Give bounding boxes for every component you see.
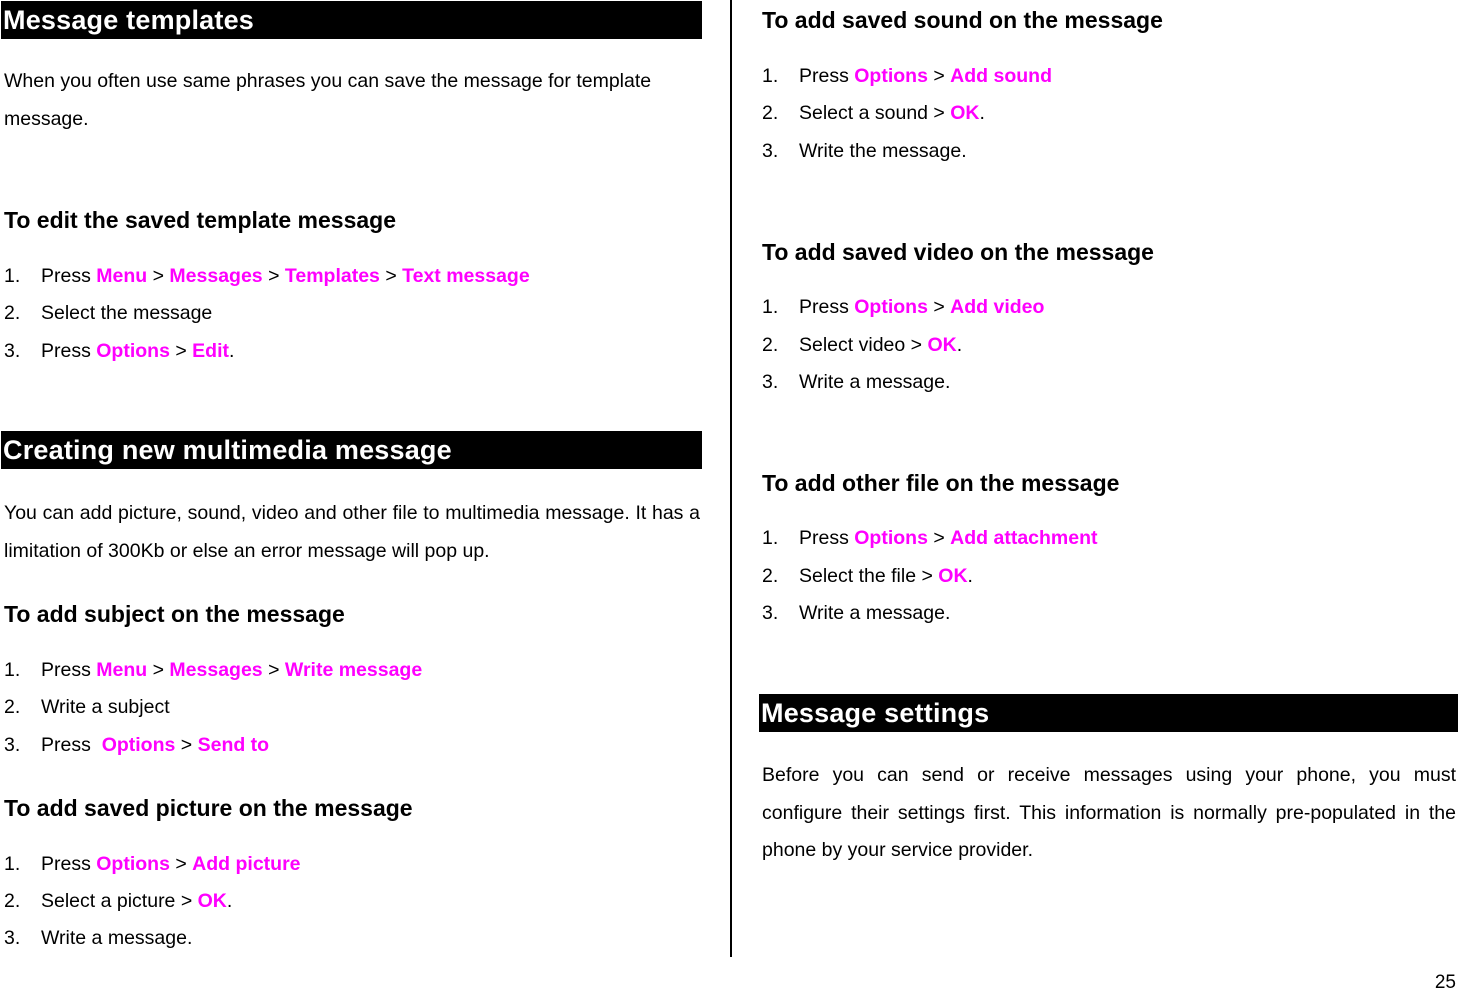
page-number: 25 bbox=[1434, 972, 1456, 993]
keyword: Text message bbox=[402, 265, 530, 287]
list-item: 2. Select a sound > OK. bbox=[762, 102, 985, 124]
settings-paragraph: Before you can send or receive messages using your phone, you must configure their settings first. This information is normally pre-populated in the phone by your service provider. bbox=[762, 764, 1456, 861]
keyword: Send to bbox=[197, 734, 270, 756]
subheading: To add other file on the message bbox=[762, 470, 1120, 496]
list-item: 1. Press Menu > Messages > Templates > Text message bbox=[4, 265, 530, 287]
subheading: To add saved picture on the message bbox=[4, 795, 413, 821]
section-title: Message templates bbox=[3, 5, 255, 35]
list-item: 1. Press Menu > Messages > Write message bbox=[4, 659, 423, 681]
subheading: To edit the saved template message bbox=[4, 207, 396, 233]
intro-paragraph: You can add picture, sound, video and other file to multimedia message. It has a limitation of 300Kb or else an error message will pop up. bbox=[4, 502, 700, 562]
keyword: Messages bbox=[169, 265, 263, 287]
list-item: 2. Write a subject bbox=[4, 696, 170, 718]
keyword: Add sound bbox=[950, 65, 1052, 87]
keyword: Options bbox=[96, 340, 170, 362]
keyword: Menu bbox=[96, 265, 148, 287]
keyword: Options bbox=[96, 853, 170, 875]
list-item: 3. Write the message. bbox=[762, 140, 967, 162]
section-title: Message settings bbox=[761, 698, 990, 728]
keyword: Write message bbox=[284, 659, 423, 681]
keyword: Messages bbox=[169, 659, 263, 681]
subheading: To add subject on the message bbox=[4, 601, 345, 627]
list-item: 1. Press Options > Add attachment bbox=[762, 527, 1098, 549]
section-title: Creating new multimedia message bbox=[3, 435, 452, 465]
subheading: To add saved sound on the message bbox=[762, 7, 1163, 33]
list-item: 2. Select the message bbox=[4, 302, 213, 324]
section-bar-message-templates bbox=[1, 1, 702, 39]
list-item: 3. Write a message. bbox=[762, 602, 951, 624]
keyword: Add attachment bbox=[950, 527, 1098, 549]
intro-paragraph: When you often use same phrases you can save the message for template message. bbox=[4, 70, 652, 130]
keyword: Edit bbox=[192, 340, 230, 362]
list-item: 3. Press Options > Edit. bbox=[4, 340, 235, 362]
subheading: To add saved video on the message bbox=[762, 239, 1154, 265]
list-item: 3. Write a message. bbox=[762, 371, 951, 393]
section-bar-message-settings bbox=[759, 694, 1458, 732]
keyword: OK bbox=[950, 102, 980, 124]
keyword: Templates bbox=[284, 265, 380, 287]
keyword: Menu bbox=[96, 659, 148, 681]
list-item: 3. Press Options > Send to bbox=[4, 734, 270, 756]
keyword: OK bbox=[197, 890, 227, 912]
list-item: 2. Select a picture > OK. bbox=[4, 890, 233, 912]
keyword: Add video bbox=[950, 296, 1045, 318]
column-divider bbox=[730, 0, 732, 957]
list-item: 1. Press Options > Add video bbox=[762, 296, 1045, 318]
keyword: Add picture bbox=[192, 853, 301, 875]
list-item: 3. Write a message. bbox=[4, 927, 193, 949]
section-bar-creating-mms bbox=[1, 431, 702, 469]
list-item: 2. Select the file > OK. bbox=[762, 565, 973, 587]
keyword: OK bbox=[927, 334, 957, 356]
keyword: OK bbox=[938, 565, 968, 587]
keyword: Options bbox=[854, 296, 928, 318]
list-item: 2. Select video > OK. bbox=[762, 334, 963, 356]
keyword: Options bbox=[854, 527, 928, 549]
list-item: 1. Press Options > Add sound bbox=[762, 65, 1052, 87]
list-item: 1. Press Options > Add picture bbox=[4, 853, 301, 875]
keyword: Options bbox=[101, 734, 176, 756]
keyword: Options bbox=[854, 65, 928, 87]
